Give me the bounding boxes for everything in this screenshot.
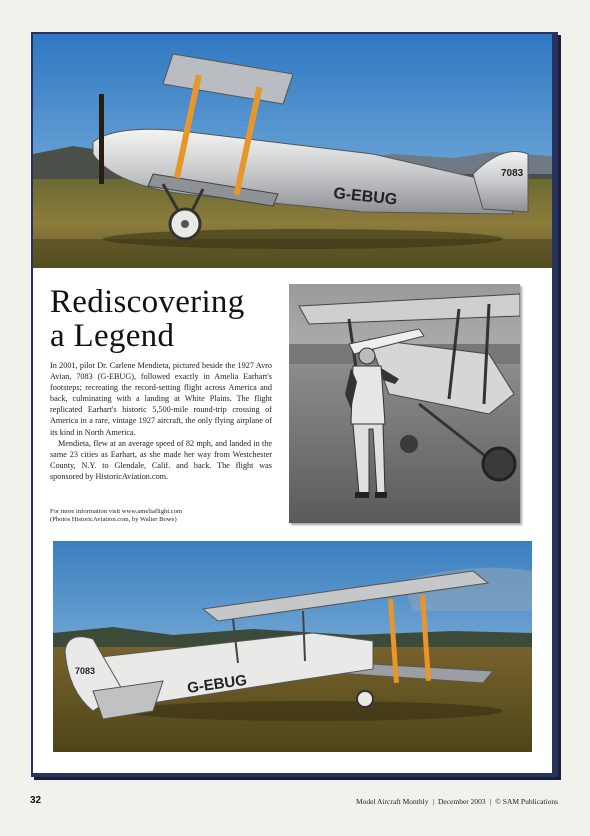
article-paragraph-2: Mendieta, flew at an average speed of 82 mph, and landed in the same 23 cities as Earhart, as she made her way from Westchester County, N.Y. to Glendale, Calif. and back. The flight was sponsored by HistoricAviation.com. xyxy=(50,438,272,481)
photo-credit-line: (Photos HistoricAviation.com, by Walter Bowe) xyxy=(50,516,177,524)
registration-marking-rear: G-EBUG xyxy=(186,671,248,697)
page-footer xyxy=(356,797,558,806)
footer-separator: | xyxy=(432,797,434,806)
photo-biplane-side-view xyxy=(33,34,552,268)
article-title-line-2: a Legend xyxy=(50,318,175,354)
tail-number-marking-rear: 7083 xyxy=(75,666,96,676)
photo-credits xyxy=(50,508,280,525)
article-paragraph-1: In 2001, pilot Dr. Carlene Mendieta, pictured beside the 1927 Avro Avian, 7083 (G-EBUG), followed exactly in Amelia Earhart's footsteps; recreating the record-setting flight across America and back, culminating with a landing at White Plains. The flight replicated Earhart's historic 5,500-mile round-trip crossing of America in a rare, vintage 1927 aircraft, the only flying airplane of its kind in North America. xyxy=(50,361,272,437)
article-title xyxy=(50,285,280,353)
photo-biplane-rear-view xyxy=(53,541,532,752)
issue-date: December 2003 xyxy=(437,797,486,806)
article-title-line-1: Rediscovering xyxy=(50,284,245,320)
page-number: 32 xyxy=(30,795,42,806)
article-body xyxy=(50,360,272,482)
registration-marking: G-EBUG xyxy=(332,185,399,209)
copyright: © SAM Publications xyxy=(495,797,558,806)
photo-pilot-with-biplane xyxy=(289,284,520,523)
tail-number-marking: 7083 xyxy=(501,168,524,179)
publication-name: Model Aircraft Monthly xyxy=(355,797,429,806)
more-info-line: For more information visit www.ameliaflight.com xyxy=(50,508,183,515)
footer-separator: | xyxy=(489,797,492,806)
